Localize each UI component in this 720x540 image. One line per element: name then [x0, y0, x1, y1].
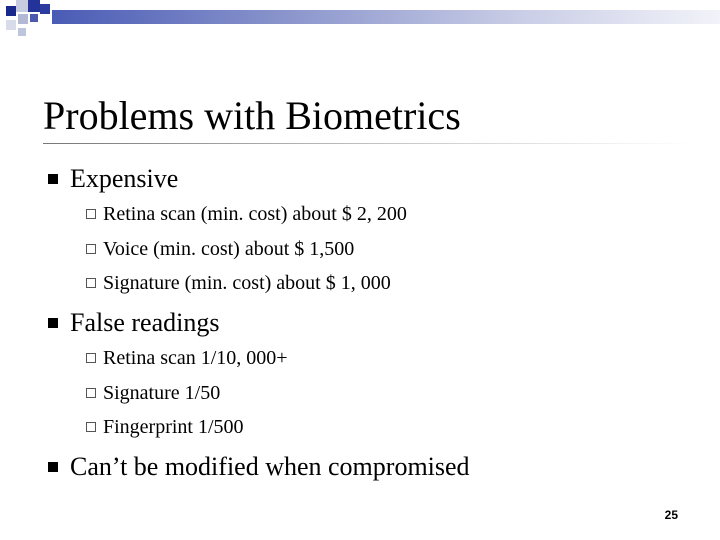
bullet-item-cant-be-modified: [48, 452, 470, 482]
decor-square: [28, 0, 40, 12]
sub-bullet-text: Fingerprint 1/500: [103, 416, 244, 438]
header-gradient-bar: [52, 10, 720, 24]
slide-title: Problems with Biometrics: [43, 93, 461, 138]
checkbox-bullet-icon: [86, 388, 96, 398]
sub-bullet-item: [86, 415, 244, 439]
sub-bullet-item: [86, 381, 220, 405]
sub-bullet-text: Signature (min. cost) about $ 1, 000: [103, 272, 391, 294]
sub-bullet-item: [86, 202, 407, 226]
title-divider: [43, 143, 693, 144]
decor-square: [18, 28, 26, 36]
sub-bullet-text: Signature 1/50: [103, 382, 221, 404]
sub-bullet-item: [86, 237, 354, 261]
bullet-text: Expensive: [70, 164, 179, 193]
page-number: 25: [664, 508, 678, 522]
square-bullet-icon: [48, 174, 58, 184]
checkbox-bullet-icon: [86, 244, 96, 254]
decor-square: [6, 6, 16, 16]
checkbox-bullet-icon: [86, 278, 96, 288]
decor-square: [18, 14, 28, 24]
square-bullet-icon: [48, 318, 58, 328]
bullet-item-expensive: [48, 164, 178, 194]
decor-square: [16, 0, 28, 12]
checkbox-bullet-icon: [86, 353, 96, 363]
sub-bullet-text: Retina scan 1/10, 000+: [103, 347, 288, 369]
sub-bullet-item: [86, 271, 391, 295]
square-bullet-icon: [48, 462, 58, 472]
bullet-item-false-readings: [48, 308, 219, 338]
decor-square: [30, 14, 38, 22]
decor-square: [6, 20, 16, 30]
checkbox-bullet-icon: [86, 422, 96, 432]
checkbox-bullet-icon: [86, 209, 96, 219]
sub-bullet-text: Retina scan (min. cost) about $ 2, 200: [103, 203, 407, 225]
bullet-text: Can’t be modified when compromised: [70, 452, 470, 481]
sub-bullet-item: [86, 346, 288, 370]
decor-square: [40, 4, 50, 14]
bullet-text: False readings: [70, 308, 220, 337]
sub-bullet-text: Voice (min. cost) about $ 1,500: [103, 238, 355, 260]
